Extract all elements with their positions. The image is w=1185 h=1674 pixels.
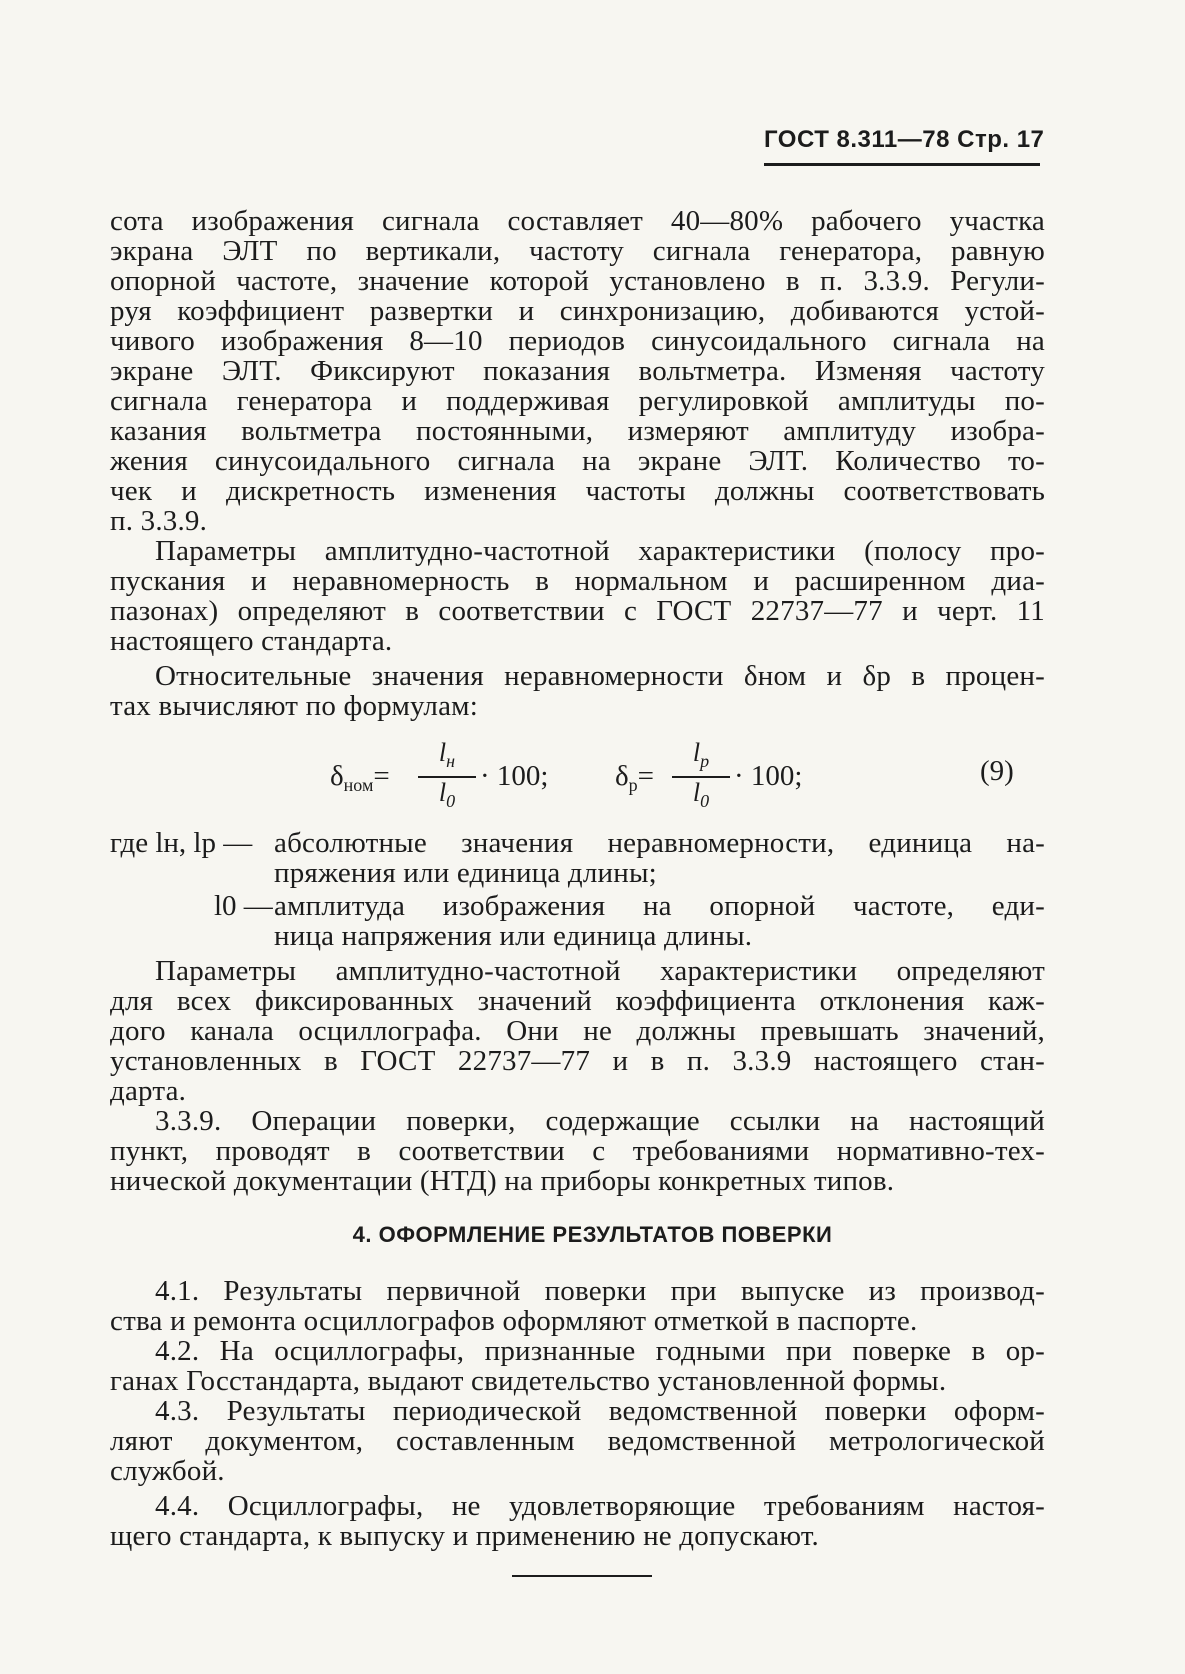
text-line: Параметры амплитудно-частотной характеристики определяют	[155, 955, 1045, 987]
definition-line: ница напряжения или единица длины.	[274, 920, 753, 952]
where-label-2: l0 —	[214, 890, 273, 922]
text-line: опорной частоте, значение которой установлено в п. 3.3.9. Регули-	[110, 265, 1045, 297]
times-100-1: · 100;	[480, 760, 549, 792]
times-100-2: · 100;	[734, 760, 803, 792]
delta-p: $\delta_р=$	[615, 760, 655, 795]
text-line: Параметры амплитудно-частотной характеристики (полосу про-	[155, 535, 1045, 567]
text-line: пункт, проводят в соответствии с требованиями нормативно-тех-	[110, 1135, 1045, 1167]
text-line: казания вольтметра постоянными, измеряют амплитуду изобра-	[110, 415, 1045, 447]
definition-line: абсолютные значения неравномерности, единица на-	[274, 827, 1045, 859]
text-line: ганах Госстандарта, выдают свидетельство установленной формы.	[110, 1365, 947, 1397]
text-line: тах вычисляют по формулам:	[110, 690, 478, 722]
text-line: пазонах) определяют в соответствии с ГОСТ 22737—77 и черт. 11	[110, 595, 1045, 627]
text-line: чек и дискретность изменения частоты должны соответствовать	[110, 475, 1045, 507]
text-line: 3.3.9. Операции поверки, содержащие ссылки на настоящий	[155, 1105, 1045, 1137]
header-rule	[764, 163, 1040, 166]
page-header: ГОСТ 8.311—78 Стр. 17	[764, 126, 1045, 153]
text-line: для всех фиксированных значений коэффициента отклонения каж-	[110, 985, 1045, 1017]
text-line: 4.4. Осциллографы, не удовлетворяющие требованиям настоя-	[155, 1490, 1045, 1522]
text-line: установленных в ГОСТ 22737—77 и в п. 3.3.9 настоящего стан-	[110, 1045, 1045, 1077]
formula-number: (9)	[980, 755, 1014, 787]
text-line: 4.2. На осциллографы, признанные годными при поверке в ор-	[155, 1335, 1045, 1367]
text-line: Относительные значения неравномерности δном и δр в процен-	[155, 660, 1045, 692]
text-line: руя коэффициент развертки и синхронизацию, добиваются устой-	[110, 295, 1045, 327]
text-line: сигнала генератора и поддерживая регулировкой амплитуды по-	[110, 385, 1045, 417]
text-line: службой.	[110, 1455, 225, 1487]
fraction-1: $l_н$ $l_0$	[418, 738, 476, 816]
text-line: дого канала осциллографа. Они не должны превышать значений,	[110, 1015, 1045, 1047]
text-line: настоящего стандарта.	[110, 625, 393, 657]
text-line: 4.1. Результаты первичной поверки при выпуске из производ-	[155, 1275, 1045, 1307]
text-line: 4.3. Результаты периодической ведомственной поверки оформ-	[155, 1395, 1045, 1427]
fraction-2: $l_р$ $l_0$	[672, 738, 730, 816]
section-heading: 4. ОФОРМЛЕНИЕ РЕЗУЛЬТАТОВ ПОВЕРКИ	[352, 1222, 833, 1247]
where-label-1: где lн, lр —	[110, 827, 253, 859]
text-line: ства и ремонта осциллографов оформляют отметкой в паспорте.	[110, 1305, 918, 1337]
text-line: нической документации (НТД) на приборы конкретных типов.	[110, 1165, 895, 1197]
text-line: щего стандарта, к выпуску и применению не допускают.	[110, 1520, 820, 1552]
text-line: экране ЭЛТ. Фиксируют показания вольтметра. Изменяя частоту	[110, 355, 1045, 387]
end-rule	[512, 1575, 652, 1577]
text-line: ляют документом, составленным ведомственной метрологической	[110, 1425, 1045, 1457]
text-line: чивого изображения 8—10 периодов синусоидального сигнала на	[110, 325, 1045, 357]
definition-line: амплитуда изображения на опорной частоте, еди-	[274, 890, 1045, 922]
text-line: пускания и неравномерность в нормальном и расширенном диа-	[110, 565, 1045, 597]
definition-line: пряжения или единица длины;	[274, 857, 657, 889]
text-line: дарта.	[110, 1075, 187, 1107]
text-line: сота изображения сигнала составляет 40—80% рабочего участка	[110, 205, 1045, 237]
text-line: п. 3.3.9.	[110, 505, 208, 537]
text-line: жения синусоидального сигнала на экране ЭЛТ. Количество то-	[110, 445, 1045, 477]
text-line: экрана ЭЛТ по вертикали, частоту сигнала генератора, равную	[110, 235, 1045, 267]
delta-nom: $\delta_{ном}=$	[330, 760, 390, 795]
